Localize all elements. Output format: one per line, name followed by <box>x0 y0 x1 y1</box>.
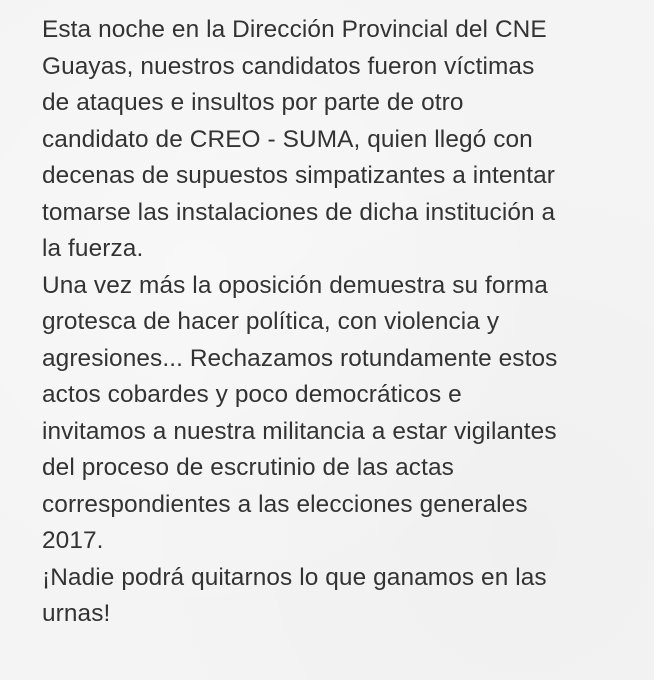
text-line: agresiones... Rechazamos rotundamente estos <box>42 344 558 372</box>
text-line: Una vez más la oposición demuestra su forma <box>42 271 548 299</box>
text-line: Guayas, nuestros candidatos fueron víctimas <box>42 52 535 80</box>
text-line: tomarse las instalaciones de dicha institución a <box>42 198 556 226</box>
text-line: invitamos a nuestra militancia a estar vigilantes <box>42 417 557 445</box>
text-line: urnas! <box>42 600 111 627</box>
text-line: del proceso de escrutinio de las actas <box>42 454 454 481</box>
text-line: grotesca de hacer política, con violencia y <box>42 308 500 335</box>
text-line: candidato de CREO - SUMA, quien llegó con <box>42 125 533 153</box>
text-line: ¡Nadie podrá quitarnos lo que ganamos en las <box>42 563 547 591</box>
text-line: decenas de supuestos simpatizantes a intentar <box>42 162 555 189</box>
text-line: actos cobardes y poco democráticos e <box>42 381 462 408</box>
note-text-body <box>42 12 642 672</box>
text-line: la fuerza. <box>42 235 144 262</box>
text-line: Esta noche en la Dirección Provincial del CNE <box>42 16 547 43</box>
text-line: de ataques e insultos por parte de otro <box>42 89 464 116</box>
text-line: correspondientes a las elecciones generales <box>42 490 528 518</box>
text-line: 2017. <box>42 527 104 554</box>
